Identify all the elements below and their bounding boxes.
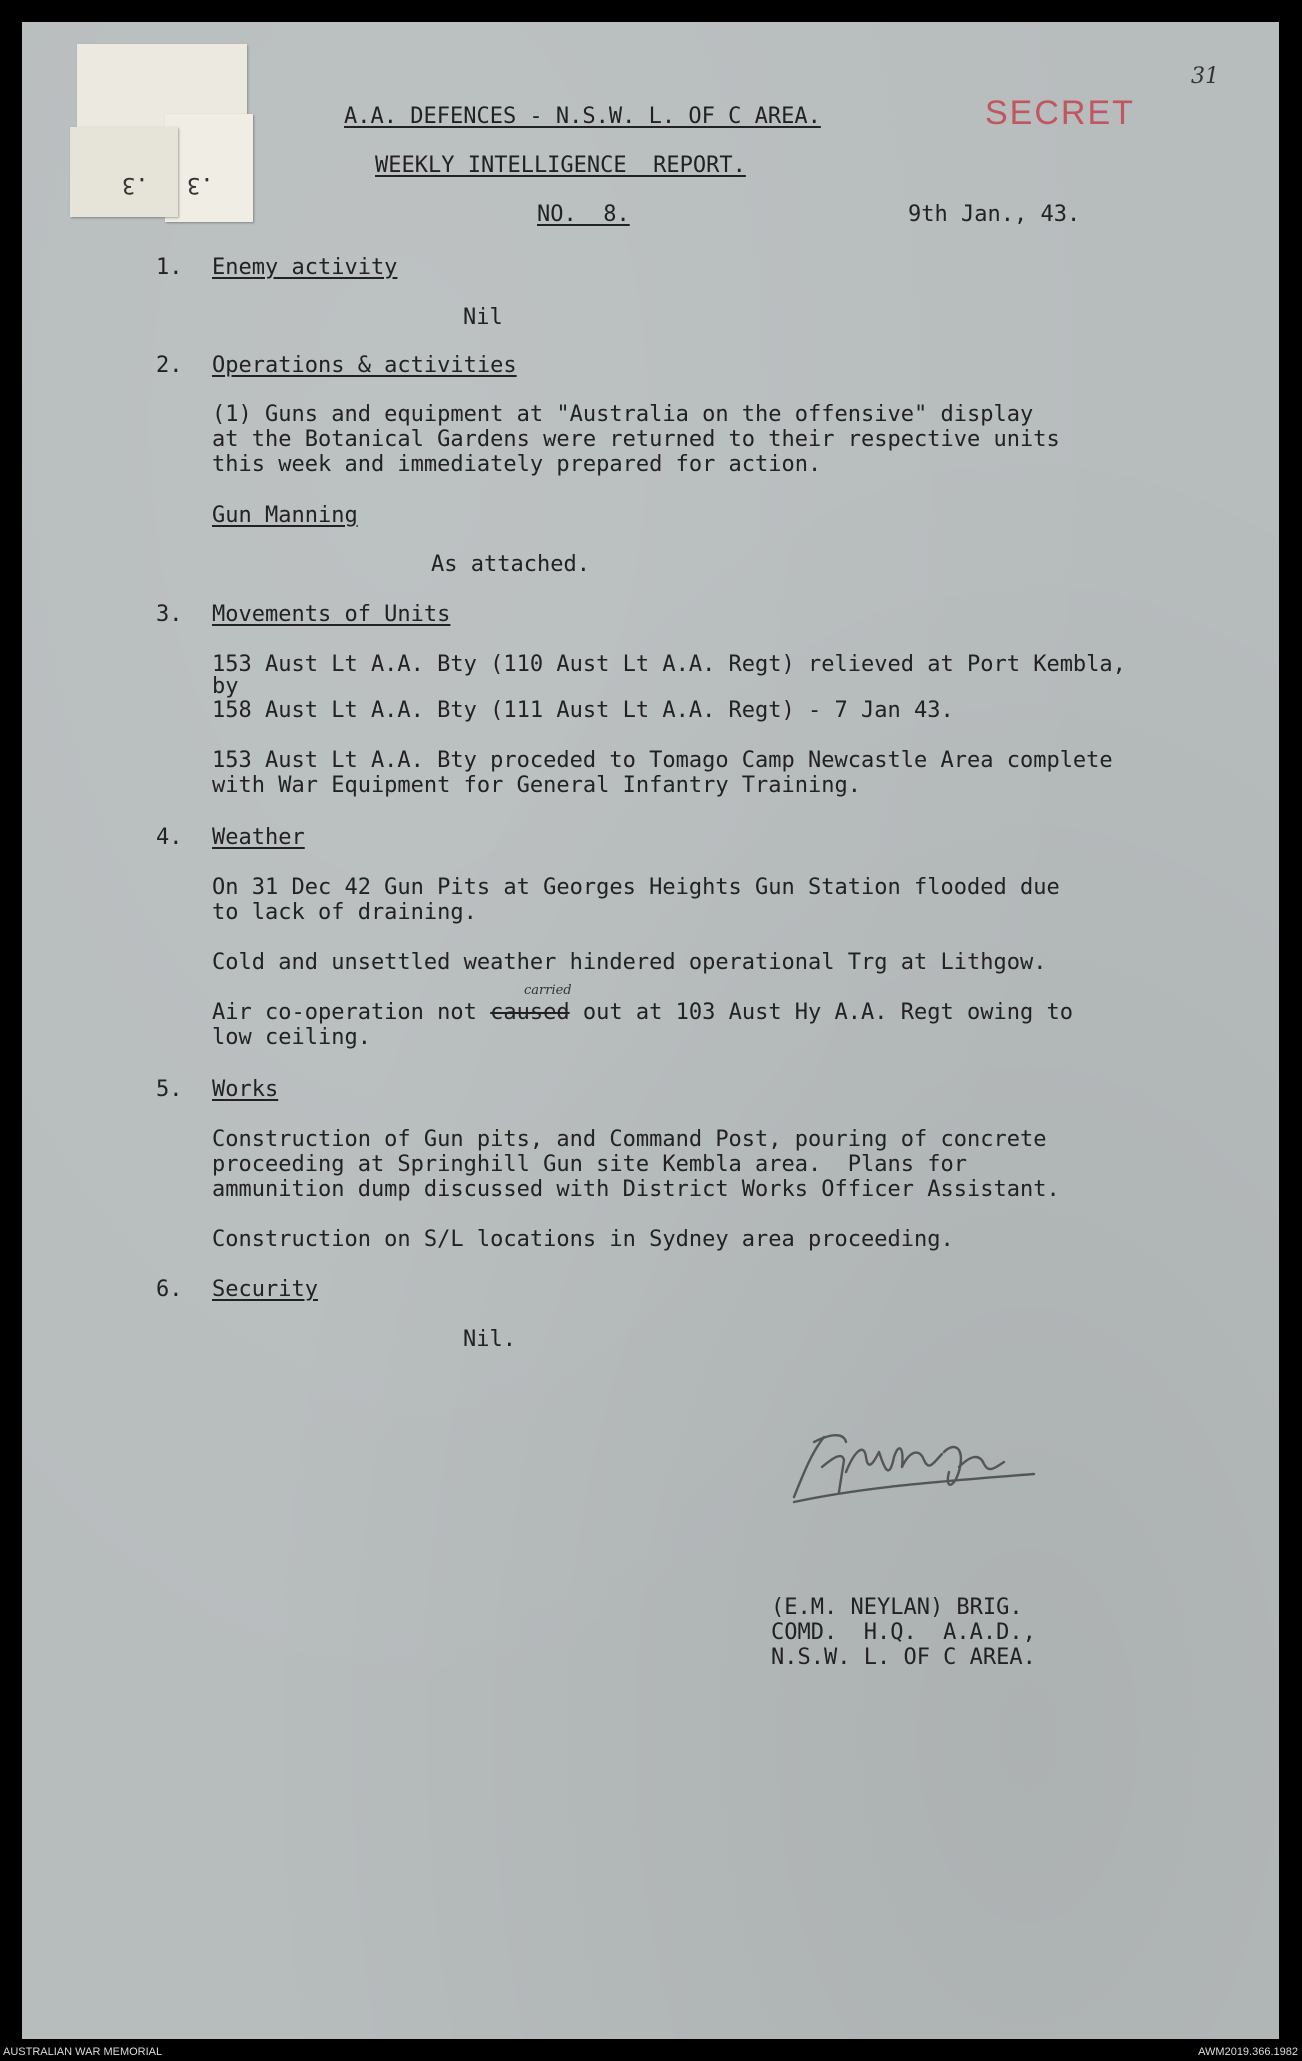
section-heading: Security xyxy=(212,1277,318,1302)
paragraph-line xyxy=(212,1000,1073,1025)
struck-word: caused xyxy=(490,1000,570,1025)
section-number: 3. xyxy=(156,602,183,627)
paragraph-line: by xyxy=(212,674,239,699)
section-heading: Works xyxy=(212,1077,279,1102)
section-number: 5. xyxy=(156,1077,183,1102)
signatory-name: (E.M. NEYLAN) BRIG. xyxy=(771,1595,1023,1620)
tab-mark: .3 xyxy=(187,172,214,197)
paragraph-line: 158 Aust Lt A.A. Bty (111 Aust Lt A.A. Regt) - 7 Jan 43. xyxy=(212,698,954,723)
secret-stamp: SECRET xyxy=(985,94,1135,132)
paragraph-line: 153 Aust Lt A.A. Bty (110 Aust Lt A.A. Regt) relieved at Port Kembla, xyxy=(212,652,1126,677)
text-segment: Air co-operation not xyxy=(212,1000,491,1025)
paragraph-line: (1) Guns and equipment at "Australia on the offensive" display xyxy=(212,402,1034,427)
paragraph-line: Construction of Gun pits, and Command Post, pouring of concrete xyxy=(212,1127,1047,1152)
paragraph-line: Construction on S/L locations in Sydney area proceeding. xyxy=(212,1227,954,1252)
section-number: 1. xyxy=(156,255,183,280)
section-heading: Operations & activities xyxy=(212,353,517,378)
subheading-body: As attached. xyxy=(431,552,590,577)
tab-mark: .3 xyxy=(122,172,149,197)
report-number: NO. 8. xyxy=(537,202,630,227)
section-body: Nil. xyxy=(463,1327,516,1352)
footer-institution: AUSTRALIAN WAR MEMORIAL xyxy=(3,2046,163,2058)
section-body: Nil xyxy=(463,305,503,330)
paragraph-line: On 31 Dec 42 Gun Pits at Georges Heights Gun Station flooded due xyxy=(212,875,1060,900)
signatory-area: N.S.W. L. OF C AREA. xyxy=(771,1645,1036,1670)
text-segment: out at 103 Aust Hy A.A. Regt owing to xyxy=(569,1000,1073,1025)
section-heading: Enemy activity xyxy=(212,255,398,280)
header-title: A.A. DEFENCES - N.S.W. L. OF C AREA. xyxy=(344,104,821,129)
document-sheet xyxy=(22,22,1279,2039)
folded-paper-tab xyxy=(165,114,253,222)
report-title: WEEKLY INTELLIGENCE REPORT. xyxy=(375,153,746,178)
footer-accession-number: AWM2019.366.1982 xyxy=(1198,2046,1298,2058)
paragraph-line: ammunition dump discussed with District Works Officer Assistant. xyxy=(212,1177,1060,1202)
page-number: 31 xyxy=(1191,64,1219,89)
section-number: 4. xyxy=(156,825,183,850)
section-heading: Movements of Units xyxy=(212,602,451,627)
handwritten-signature xyxy=(784,1412,1054,1522)
subheading: Gun Manning xyxy=(212,503,358,528)
paragraph-line: low ceiling. xyxy=(212,1025,371,1050)
signatory-title: COMD. H.Q. A.A.D., xyxy=(771,1620,1036,1645)
section-heading: Weather xyxy=(212,825,305,850)
paragraph-line: 153 Aust Lt A.A. Bty proceded to Tomago Camp Newcastle Area complete xyxy=(212,748,1113,773)
paragraph-line: with War Equipment for General Infantry Training. xyxy=(212,773,862,798)
section-number: 6. xyxy=(156,1277,183,1302)
section-number: 2. xyxy=(156,353,183,378)
paragraph-line: Cold and unsettled weather hindered operational Trg at Lithgow. xyxy=(212,950,1047,975)
paragraph-line: at the Botanical Gardens were returned to their respective units xyxy=(212,427,1060,452)
paragraph-line: proceeding at Springhill Gun site Kembla area. Plans for xyxy=(212,1152,967,1177)
handwritten-correction: carried xyxy=(524,983,572,998)
report-date: 9th Jan., 43. xyxy=(908,202,1081,227)
paragraph-line: to lack of draining. xyxy=(212,900,477,925)
paragraph-line: this week and immediately prepared for action. xyxy=(212,452,822,477)
